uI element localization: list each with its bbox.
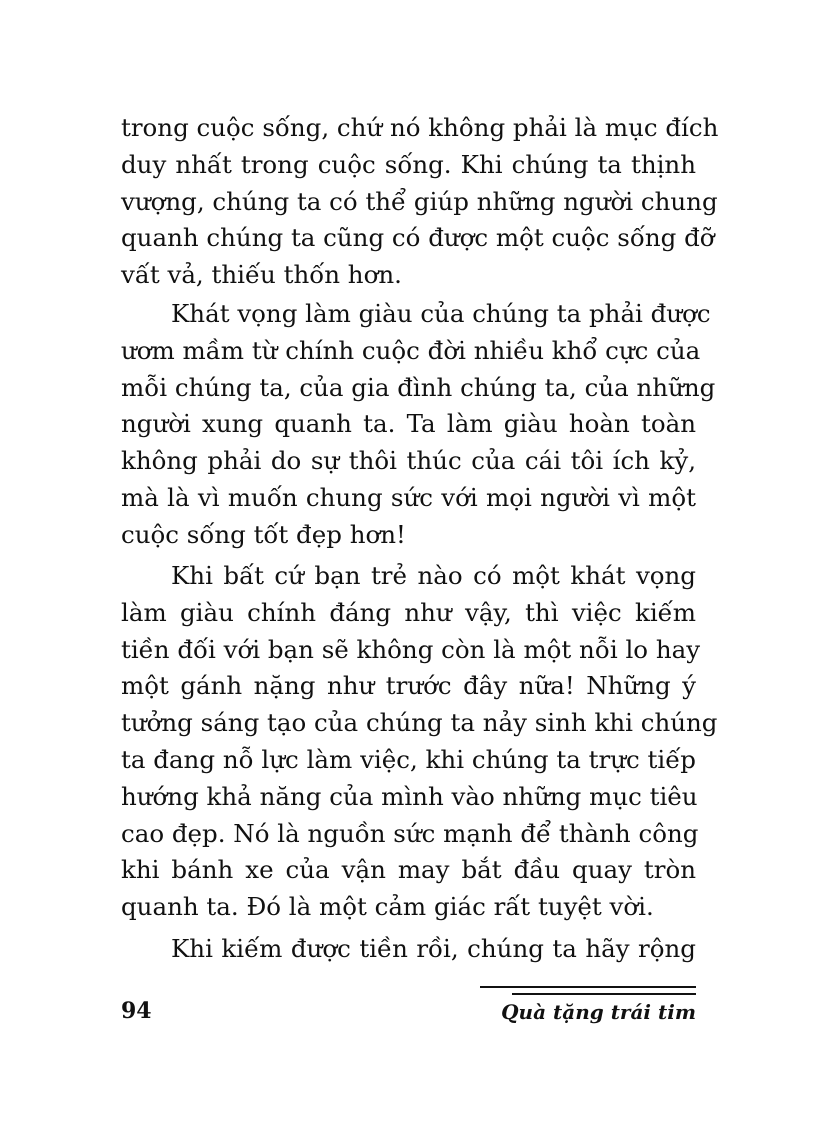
text-line: cuộc sống tốt đẹp hơn!: [121, 519, 406, 549]
paragraph-3: [121, 558, 718, 926]
paragraph-4: [121, 931, 696, 968]
footer-rule-top: [480, 986, 696, 988]
text-line: trong cuộc sống, chứ nó không phải là mục đích: [121, 113, 719, 142]
text-line: không phải do sự thôi thúc của cái tôi ích kỷ,: [121, 446, 696, 476]
text-line: ươm mầm từ chính cuộc đời nhiều khổ cực của: [121, 335, 701, 365]
page-number: 94: [121, 998, 152, 1024]
text-line: tưởng sáng tạo của chúng ta nảy sinh khi chúng: [121, 708, 718, 738]
text-line: quanh ta. Đó là một cảm giác rất tuyệt vời.: [121, 892, 654, 922]
paragraph-1: [121, 110, 719, 294]
text-line: Khát vọng làm giàu của chúng ta phải được: [171, 299, 711, 328]
text-line: ta đang nỗ lực làm việc, khi chúng ta trực tiếp: [121, 744, 696, 774]
text-line: Khi kiếm được tiền rồi, chúng ta hãy rộng: [171, 934, 696, 963]
paragraph-2: [121, 296, 716, 554]
text-line: Khi bất cứ bạn trẻ nào có một khát vọng: [171, 561, 696, 590]
text-line: cao đẹp. Nó là nguồn sức mạnh để thành công: [121, 818, 699, 848]
text-line: một gánh nặng như trước đây nữa! Những ý: [121, 671, 696, 701]
text-line: hướng khả năng của mình vào những mục tiêu: [121, 781, 698, 811]
text-line: người xung quanh ta. Ta làm giàu hoàn toàn: [121, 409, 696, 439]
text-line: tiền đối với bạn sẽ không còn là một nỗi lo hay: [121, 634, 701, 664]
book-title: Quà tặng trái tim: [501, 1000, 696, 1024]
footer-rule-bottom: [512, 993, 696, 995]
text-line: mỗi chúng ta, của gia đình chúng ta, của những: [121, 372, 716, 402]
text-line: duy nhất trong cuộc sống. Khi chúng ta thịnh: [121, 149, 696, 179]
text-line: vất vả, thiếu thốn hơn.: [121, 260, 402, 290]
text-line: làm giàu chính đáng như vậy, thì việc kiếm: [121, 597, 696, 627]
text-line: vượng, chúng ta có thể giúp những người chung: [121, 186, 718, 216]
text-line: quanh chúng ta cũng có được một cuộc sống đỡ: [121, 223, 715, 253]
text-line: khi bánh xe của vận may bắt đầu quay tròn: [121, 855, 696, 885]
text-line: mà là vì muốn chung sức với mọi người vì một: [121, 482, 696, 512]
